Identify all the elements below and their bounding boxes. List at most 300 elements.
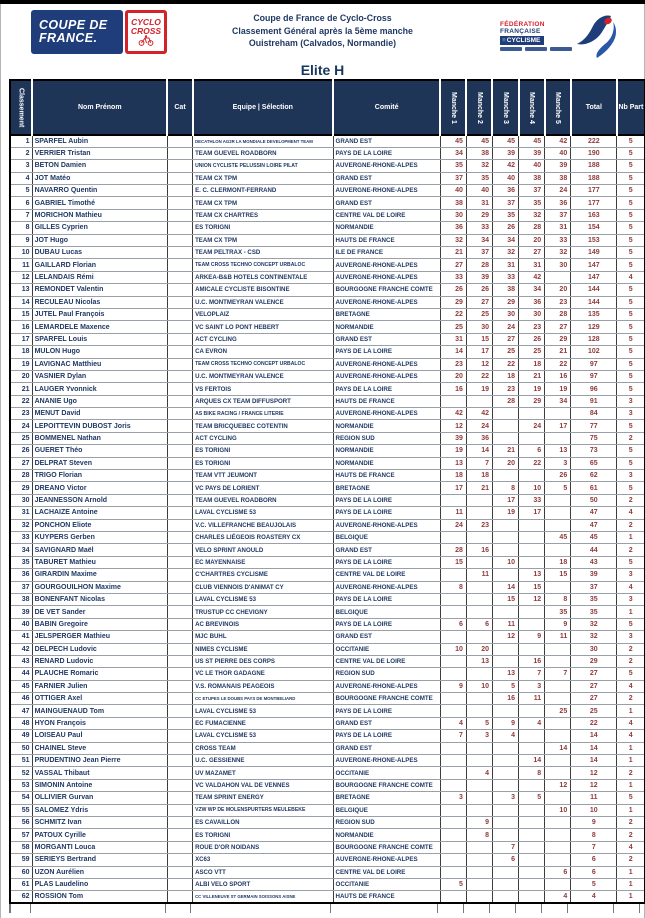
team-cell: TEAM GUEVEL ROADBORN bbox=[193, 147, 333, 159]
manche4-cell: 14 bbox=[519, 755, 545, 767]
nbpart-cell: 2 bbox=[617, 432, 645, 444]
manche5-cell: 12 bbox=[545, 779, 571, 791]
name-cell: ANANIE Ugo bbox=[32, 395, 167, 407]
comite-cell: GRAND EST bbox=[333, 544, 440, 556]
col-header-manche3: Manche 3 bbox=[492, 80, 518, 135]
manche5-cell bbox=[545, 767, 571, 779]
table-row bbox=[10, 804, 645, 816]
manche3-cell: 23 bbox=[492, 383, 518, 395]
manche1-cell: 10 bbox=[440, 643, 466, 655]
manche4-cell: 35 bbox=[519, 197, 545, 209]
total-cell: 129 bbox=[571, 321, 617, 333]
manche1-cell: 32 bbox=[440, 234, 466, 246]
rank-cell: 58 bbox=[10, 841, 32, 853]
manche4-cell: 15 bbox=[519, 581, 545, 593]
nbpart-cell: 3 bbox=[617, 569, 645, 581]
cat-cell bbox=[167, 668, 192, 680]
name-cell: JUTEL Paul François bbox=[32, 308, 167, 320]
manche5-cell: 10 bbox=[545, 804, 571, 816]
comite-cell: GRAND EST bbox=[333, 333, 440, 345]
manche3-cell: 35 bbox=[492, 209, 518, 221]
table-row bbox=[10, 829, 645, 841]
manche5-cell: 21 bbox=[545, 346, 571, 358]
team-cell: TEAM SPRINT ENERGY bbox=[193, 792, 333, 804]
nbpart-cell: 1 bbox=[617, 705, 645, 717]
total-cell: 8 bbox=[571, 829, 617, 841]
manche3-cell: 27 bbox=[492, 333, 518, 345]
manche5-cell bbox=[545, 878, 571, 890]
nbpart-cell: 3 bbox=[617, 470, 645, 482]
manche3-cell bbox=[492, 816, 518, 828]
manche5-cell: 37 bbox=[545, 209, 571, 221]
team-cell: CA EVRON bbox=[193, 346, 333, 358]
comite-cell: PAYS DE LA LOIRE bbox=[333, 556, 440, 568]
total-cell: 188 bbox=[571, 160, 617, 172]
name-cell: LEPOITTEVIN DUBOST Joris bbox=[32, 420, 167, 432]
comite-cell: GRAND EST bbox=[333, 135, 440, 147]
cat-cell bbox=[167, 395, 192, 407]
rank-cell: 1 bbox=[10, 135, 32, 147]
manche3-cell: 36 bbox=[492, 185, 518, 197]
table-row bbox=[10, 680, 645, 692]
name-cell: MENUT David bbox=[32, 408, 167, 420]
name-cell: PATOUX Cyrille bbox=[32, 829, 167, 841]
manche2-cell: 36 bbox=[466, 432, 492, 444]
table-row bbox=[10, 816, 645, 828]
nbpart-cell: 1 bbox=[617, 866, 645, 878]
total-cell: 14 bbox=[571, 755, 617, 767]
manche2-cell: 28 bbox=[466, 259, 492, 271]
team-cell: VC PAYS DE LORIENT bbox=[193, 482, 333, 494]
manche2-cell: 14 bbox=[466, 445, 492, 457]
total-cell: 5 bbox=[571, 878, 617, 890]
total-cell: 84 bbox=[571, 408, 617, 420]
rank-cell: 56 bbox=[10, 816, 32, 828]
total-cell: 75 bbox=[571, 432, 617, 444]
manche2-cell bbox=[466, 854, 492, 866]
manche4-cell: 42 bbox=[519, 271, 545, 283]
col-header-comite: Comité bbox=[333, 80, 440, 135]
manche3-cell bbox=[492, 408, 518, 420]
ffc-social-strip bbox=[500, 47, 572, 51]
cat-cell bbox=[167, 804, 192, 816]
manche1-cell: 5 bbox=[440, 878, 466, 890]
nbpart-cell: 5 bbox=[617, 370, 645, 382]
manche4-cell: 33 bbox=[519, 494, 545, 506]
team-cell: TEAM GUEVEL ROADBORN bbox=[193, 494, 333, 506]
manche5-cell: 35 bbox=[545, 606, 571, 618]
manche1-cell: 42 bbox=[440, 408, 466, 420]
cat-cell bbox=[167, 470, 192, 482]
manche1-cell: 23 bbox=[440, 358, 466, 370]
cat-cell bbox=[167, 643, 192, 655]
manche5-cell bbox=[545, 519, 571, 531]
team-cell: ACT CYCLING bbox=[193, 432, 333, 444]
name-cell: BONENFANT Nicolas bbox=[32, 593, 167, 605]
total-cell: 14 bbox=[571, 742, 617, 754]
total-cell: 65 bbox=[571, 457, 617, 469]
comite-cell: AUVERGNE-RHONE-ALPES bbox=[333, 680, 440, 692]
table-row bbox=[10, 544, 645, 556]
manche2-cell: 19 bbox=[466, 383, 492, 395]
team-cell: CC ETUPES LE DOUBS PAYS DE MONTBELIARD bbox=[193, 693, 333, 705]
manche4-cell: 28 bbox=[519, 222, 545, 234]
table-row bbox=[10, 370, 645, 382]
manche5-cell: 31 bbox=[545, 222, 571, 234]
comite-cell: AUVERGNE-RHONE-ALPES bbox=[333, 755, 440, 767]
manche5-cell: 18 bbox=[545, 556, 571, 568]
rank-cell: 61 bbox=[10, 878, 32, 890]
name-cell: MAINGUENAUD Tom bbox=[32, 705, 167, 717]
nbpart-cell: 3 bbox=[617, 408, 645, 420]
comite-cell: PAYS DE LA LOIRE bbox=[333, 618, 440, 630]
nbpart-cell: 4 bbox=[617, 507, 645, 519]
comite-cell: PAYS DE LA LOIRE bbox=[333, 494, 440, 506]
manche1-cell bbox=[440, 693, 466, 705]
name-cell: ROSSION Tom bbox=[32, 891, 167, 903]
manche1-cell: 27 bbox=[440, 259, 466, 271]
total-cell: 12 bbox=[571, 767, 617, 779]
comite-cell: BOURGOGNE FRANCHE COMTE bbox=[333, 693, 440, 705]
manche3-cell: 34 bbox=[492, 234, 518, 246]
manche1-cell: 36 bbox=[440, 222, 466, 234]
nbpart-cell: 2 bbox=[617, 544, 645, 556]
rank-cell: 52 bbox=[10, 767, 32, 779]
comite-cell: BRETAGNE bbox=[333, 792, 440, 804]
rank-cell: 53 bbox=[10, 779, 32, 791]
nbpart-cell: 3 bbox=[617, 631, 645, 643]
cat-cell bbox=[167, 767, 192, 779]
cat-cell bbox=[167, 296, 192, 308]
table-row bbox=[10, 866, 645, 878]
team-cell: ROUE D'OR NOIDANS bbox=[193, 841, 333, 853]
nbpart-cell: 2 bbox=[617, 519, 645, 531]
nbpart-cell: 5 bbox=[617, 284, 645, 296]
comite-cell: BRETAGNE bbox=[333, 482, 440, 494]
total-cell: 43 bbox=[571, 556, 617, 568]
page bbox=[0, 4, 645, 918]
rank-cell: 34 bbox=[10, 544, 32, 556]
manche2-cell: 23 bbox=[466, 519, 492, 531]
comite-cell: OCCITANIE bbox=[333, 878, 440, 890]
nbpart-cell: 5 bbox=[617, 333, 645, 345]
col-header-cat: Cat bbox=[167, 80, 192, 135]
nbpart-cell: 1 bbox=[617, 742, 645, 754]
comite-cell: NORMANDIE bbox=[333, 321, 440, 333]
rank-cell: 16 bbox=[10, 321, 32, 333]
name-cell: VASSAL Thibaut bbox=[32, 767, 167, 779]
manche2-cell bbox=[466, 631, 492, 643]
comite-cell: NORMANDIE bbox=[333, 457, 440, 469]
total-cell: 35 bbox=[571, 593, 617, 605]
manche1-cell bbox=[440, 494, 466, 506]
comite-cell: PAYS DE LA LOIRE bbox=[333, 383, 440, 395]
team-cell: EC MAYENNAISE bbox=[193, 556, 333, 568]
manche1-cell: 24 bbox=[440, 519, 466, 531]
team-cell: VC VALDAHON VAL DE VENNES bbox=[193, 779, 333, 791]
manche4-cell bbox=[519, 891, 545, 903]
manche5-cell bbox=[545, 829, 571, 841]
manche3-cell: 10 bbox=[492, 556, 518, 568]
manche3-cell: 8 bbox=[492, 482, 518, 494]
manche2-cell: 24 bbox=[466, 420, 492, 432]
team-cell: V.C. VILLEFRANCHE BEAUJOLAIS bbox=[193, 519, 333, 531]
manche4-cell: 17 bbox=[519, 507, 545, 519]
manche5-cell bbox=[545, 544, 571, 556]
table-row bbox=[10, 556, 645, 568]
table-row bbox=[10, 606, 645, 618]
team-cell: EC FUMACIENNE bbox=[193, 717, 333, 729]
manche4-cell: 18 bbox=[519, 358, 545, 370]
cat-cell bbox=[167, 581, 192, 593]
manche4-cell: 9 bbox=[519, 631, 545, 643]
manche3-cell: 5 bbox=[492, 680, 518, 692]
team-cell: TEAM CROSS TECHNO CONCEPT URBALOC bbox=[193, 259, 333, 271]
team-cell: VELOPLAIZ bbox=[193, 308, 333, 320]
manche3-cell: 3 bbox=[492, 792, 518, 804]
cat-cell bbox=[167, 606, 192, 618]
team-cell: US ST PIERRE DES CORPS bbox=[193, 655, 333, 667]
table-row bbox=[10, 209, 645, 221]
manche1-cell: 15 bbox=[440, 556, 466, 568]
total-cell: 9 bbox=[571, 816, 617, 828]
team-cell: ES TORIGNI bbox=[193, 829, 333, 841]
manche3-cell: 29 bbox=[492, 296, 518, 308]
coupe-line2: FRANCE. bbox=[39, 31, 98, 45]
nbpart-cell: 5 bbox=[617, 358, 645, 370]
manche3-cell bbox=[492, 779, 518, 791]
cat-cell bbox=[167, 234, 192, 246]
manche3-cell: 21 bbox=[492, 445, 518, 457]
comite-cell: GRAND EST bbox=[333, 197, 440, 209]
cat-cell bbox=[167, 792, 192, 804]
cat-cell bbox=[167, 271, 192, 283]
team-cell: VC SAINT LO PONT HEBERT bbox=[193, 321, 333, 333]
manche5-cell: 25 bbox=[545, 705, 571, 717]
table-row bbox=[10, 308, 645, 320]
manche3-cell bbox=[492, 655, 518, 667]
team-cell: VS FERTOIS bbox=[193, 383, 333, 395]
nbpart-cell: 5 bbox=[617, 792, 645, 804]
table-row bbox=[10, 878, 645, 890]
rank-cell: 57 bbox=[10, 829, 32, 841]
manche3-cell bbox=[492, 866, 518, 878]
table-row bbox=[10, 259, 645, 271]
team-cell: ES TORIGNI bbox=[193, 457, 333, 469]
team-cell: TEAM BRICQUEBEC COTENTIN bbox=[193, 420, 333, 432]
table-row bbox=[10, 333, 645, 345]
total-cell: 22 bbox=[571, 717, 617, 729]
category-title: Elite H bbox=[300, 62, 345, 78]
table-row bbox=[10, 891, 645, 903]
manche4-cell: 29 bbox=[519, 395, 545, 407]
table-body bbox=[10, 135, 645, 903]
manche3-cell bbox=[492, 606, 518, 618]
cat-cell bbox=[167, 556, 192, 568]
name-cell: DUBAU Lucas bbox=[32, 247, 167, 259]
manche3-cell bbox=[492, 755, 518, 767]
team-cell: U.C. GESSIENNE bbox=[193, 755, 333, 767]
manche1-cell bbox=[440, 841, 466, 853]
manche4-cell: 31 bbox=[519, 259, 545, 271]
manche5-cell bbox=[545, 854, 571, 866]
manche2-cell: 8 bbox=[466, 829, 492, 841]
manche2-cell bbox=[466, 891, 492, 903]
name-cell: MORICHON Mathieu bbox=[32, 209, 167, 221]
name-cell: SALOMEZ Ydris bbox=[32, 804, 167, 816]
total-cell: 4 bbox=[571, 891, 617, 903]
total-cell: 97 bbox=[571, 370, 617, 382]
total-cell: 188 bbox=[571, 172, 617, 184]
manche1-cell bbox=[440, 767, 466, 779]
team-cell: AC BREVINOIS bbox=[193, 618, 333, 630]
nbpart-cell: 4 bbox=[617, 680, 645, 692]
manche5-cell: 42 bbox=[545, 135, 571, 147]
manche4-cell bbox=[519, 470, 545, 482]
comite-cell: AUVERGNE-RHONE-ALPES bbox=[333, 259, 440, 271]
total-cell: 35 bbox=[571, 606, 617, 618]
manche3-cell bbox=[492, 767, 518, 779]
team-cell: U.C. MONTMEYRAN VALENCE bbox=[193, 296, 333, 308]
manche3-cell: 18 bbox=[492, 370, 518, 382]
cat-cell bbox=[167, 346, 192, 358]
manche4-cell: 39 bbox=[519, 147, 545, 159]
manche2-cell: 3 bbox=[466, 730, 492, 742]
manche3-cell: 13 bbox=[492, 668, 518, 680]
manche3-cell: 24 bbox=[492, 321, 518, 333]
cat-cell bbox=[167, 730, 192, 742]
cat-cell bbox=[167, 383, 192, 395]
rank-cell: 30 bbox=[10, 494, 32, 506]
manche5-cell bbox=[545, 655, 571, 667]
manche1-cell: 26 bbox=[440, 284, 466, 296]
comite-cell: GRAND EST bbox=[333, 742, 440, 754]
total-cell: 27 bbox=[571, 668, 617, 680]
col-header-manche2: Manche 2 bbox=[466, 80, 492, 135]
table-row bbox=[10, 631, 645, 643]
manche3-cell bbox=[492, 891, 518, 903]
comite-cell: NORMANDIE bbox=[333, 222, 440, 234]
comite-cell: PAYS DE LA LOIRE bbox=[333, 593, 440, 605]
cat-cell bbox=[167, 457, 192, 469]
name-cell: LEMARDELE Maxence bbox=[32, 321, 167, 333]
manche4-cell bbox=[519, 618, 545, 630]
manche1-cell: 7 bbox=[440, 730, 466, 742]
table-row bbox=[10, 693, 645, 705]
table-row bbox=[10, 779, 645, 791]
col-header-nb-part: Nb Part bbox=[617, 80, 645, 135]
nbpart-cell: 2 bbox=[617, 816, 645, 828]
cat-cell bbox=[167, 135, 192, 147]
manche2-cell bbox=[466, 581, 492, 593]
total-cell: 27 bbox=[571, 693, 617, 705]
manche3-cell: 6 bbox=[492, 854, 518, 866]
manche3-cell: 33 bbox=[492, 271, 518, 283]
name-cell: GUERET Théo bbox=[32, 445, 167, 457]
total-cell: 27 bbox=[571, 680, 617, 692]
manche1-cell bbox=[440, 532, 466, 544]
team-cell: CROSS TEAM bbox=[193, 742, 333, 754]
name-cell: UZON Aurélien bbox=[32, 866, 167, 878]
name-cell: JEANNESSON Arnold bbox=[32, 494, 167, 506]
team-cell: LAVAL CYCLISME 53 bbox=[193, 730, 333, 742]
nbpart-cell: 5 bbox=[617, 383, 645, 395]
manche3-cell: 37 bbox=[492, 197, 518, 209]
cat-cell bbox=[167, 816, 192, 828]
manche5-cell: 28 bbox=[545, 308, 571, 320]
rank-cell: 8 bbox=[10, 222, 32, 234]
rank-cell: 41 bbox=[10, 631, 32, 643]
total-cell: 10 bbox=[571, 804, 617, 816]
manche1-cell: 16 bbox=[440, 383, 466, 395]
rank-cell: 40 bbox=[10, 618, 32, 630]
team-cell: AMICALE CYCLISTE BISONTINE bbox=[193, 284, 333, 296]
manche3-cell bbox=[492, 420, 518, 432]
manche4-cell: 34 bbox=[519, 284, 545, 296]
manche2-cell: 12 bbox=[466, 358, 492, 370]
manche5-cell: 16 bbox=[545, 370, 571, 382]
name-cell: PLAUCHE Romaric bbox=[32, 668, 167, 680]
manche1-cell: 22 bbox=[440, 308, 466, 320]
nbpart-cell: 1 bbox=[617, 878, 645, 890]
rank-cell: 12 bbox=[10, 271, 32, 283]
manche2-cell: 38 bbox=[466, 147, 492, 159]
manche1-cell bbox=[440, 655, 466, 667]
comite-cell: AUVERGNE-RHONE-ALPES bbox=[333, 408, 440, 420]
manche2-cell bbox=[466, 668, 492, 680]
ffc-line3: CYCLISME bbox=[506, 37, 541, 44]
nbpart-cell: 5 bbox=[617, 346, 645, 358]
name-cell: LAUGER Yvonnick bbox=[32, 383, 167, 395]
manche1-cell bbox=[440, 606, 466, 618]
rank-cell: 15 bbox=[10, 308, 32, 320]
manche5-cell bbox=[545, 730, 571, 742]
total-cell: 29 bbox=[571, 655, 617, 667]
manche2-cell: 16 bbox=[466, 544, 492, 556]
manche2-cell: 30 bbox=[466, 321, 492, 333]
cat-cell bbox=[167, 408, 192, 420]
comite-cell: REGION SUD bbox=[333, 816, 440, 828]
manche5-cell bbox=[545, 792, 571, 804]
table-row bbox=[10, 457, 645, 469]
manche5-cell: 17 bbox=[545, 420, 571, 432]
rank-cell: 6 bbox=[10, 197, 32, 209]
rank-cell: 25 bbox=[10, 432, 32, 444]
comite-cell: REGION SUD bbox=[333, 668, 440, 680]
total-cell: 177 bbox=[571, 185, 617, 197]
rank-cell: 32 bbox=[10, 519, 32, 531]
team-cell: ES TORIGNI bbox=[193, 445, 333, 457]
manche4-cell: 8 bbox=[519, 767, 545, 779]
manche5-cell: 36 bbox=[545, 197, 571, 209]
rank-cell: 13 bbox=[10, 284, 32, 296]
cat-cell bbox=[167, 878, 192, 890]
team-cell: UNION CYCLISTE PELUSSIN LOIRE PILAT bbox=[193, 160, 333, 172]
comite-cell: AUVERGNE-RHONE-ALPES bbox=[333, 358, 440, 370]
nbpart-cell: 5 bbox=[617, 556, 645, 568]
table-row bbox=[10, 643, 645, 655]
cat-cell bbox=[167, 544, 192, 556]
comite-cell: HAUTS DE FRANCE bbox=[333, 891, 440, 903]
nbpart-cell: 4 bbox=[617, 717, 645, 729]
rank-cell: 10 bbox=[10, 247, 32, 259]
manche2-cell: 39 bbox=[466, 271, 492, 283]
manche5-cell: 15 bbox=[545, 569, 571, 581]
nbpart-cell: 2 bbox=[617, 854, 645, 866]
nbpart-cell: 5 bbox=[617, 160, 645, 172]
table-row bbox=[10, 730, 645, 742]
rank-cell: 18 bbox=[10, 346, 32, 358]
